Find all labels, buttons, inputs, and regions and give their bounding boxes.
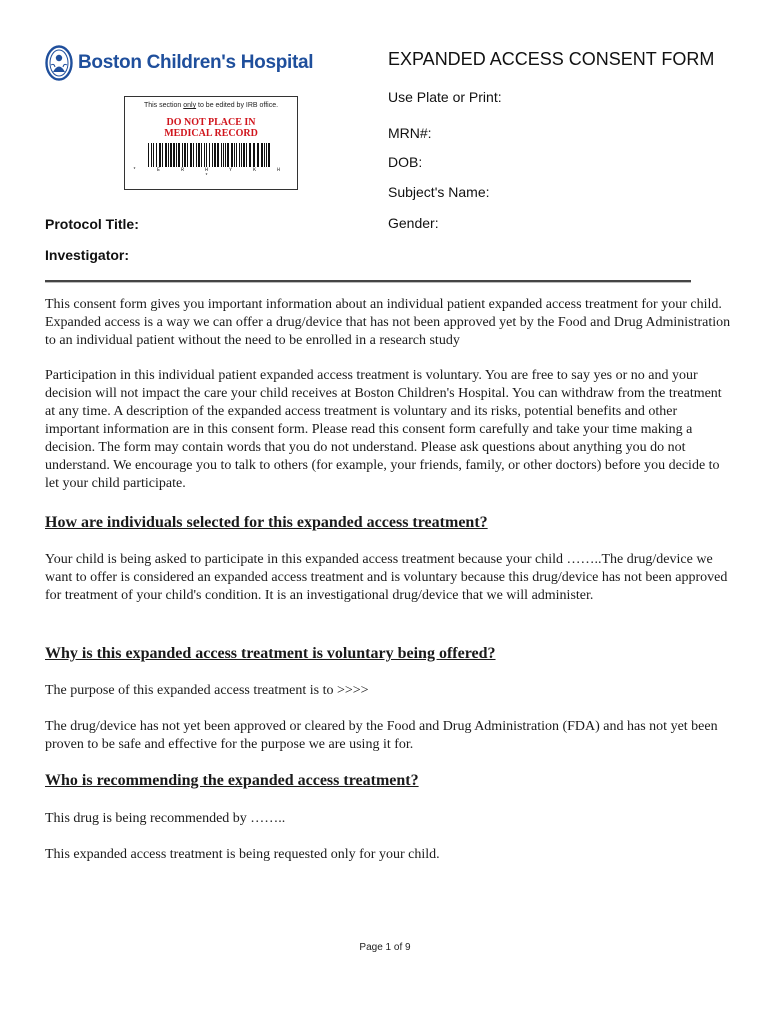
barcode-bar: [264, 143, 265, 167]
barcode: [148, 143, 274, 167]
barcode-bar: [239, 143, 240, 167]
barcode-bar: [153, 143, 154, 167]
mrn-label: MRN#:: [388, 125, 432, 141]
purpose-paragraph: The purpose of this expanded access treatment is to >>>>: [45, 683, 369, 698]
barcode-bar: [246, 143, 247, 167]
participation-paragraph: Participation in this individual patient expanded access treatment is voluntary. You are free to say yes or no and your decision will not impact the care your child receives at Boston Children's Hospital. You can withdraw from the treatment at any time. A description of the expanded access treatment is voluntary and its risks, potential benefits and other important information are in this consent form. Please read this consent form carefully and take your time making a decision. The form may contain words that you do not understand. Please ask questions about anything you do not understand. We encourage you to talk to others (for example, your friends, family, or other doctors) before you decide to let your child participate.: [45, 368, 722, 491]
dob-label: DOB:: [388, 154, 423, 170]
barcode-bar: [241, 143, 242, 167]
irb-warning: [125, 117, 297, 139]
barcode-bar: [165, 143, 167, 167]
page-number: Page 1 of 9: [359, 942, 411, 953]
irb-warning-line1: DO NOT PLACE IN: [166, 117, 256, 128]
barcode-bar: [162, 143, 163, 167]
barcode-bar: [225, 143, 226, 167]
investigator-label: Investigator:: [45, 247, 130, 263]
barcode-digits: * E R H Y K H *: [132, 167, 289, 179]
heading-who-recommends: Who is recommending the expanded access treatment?: [45, 772, 419, 789]
barcode-bar: [187, 143, 188, 167]
barcode-bar: [227, 143, 229, 167]
protocol-title-label: Protocol Title:: [45, 216, 139, 232]
irb-note: [125, 102, 297, 109]
intro-paragraph: This consent form gives you important information about an individual patient expanded access treatment for your child. Expanded access is a way we can offer a drug/device that has not been approved yet by the Food and Drug Administration to an individual patient without the need to be enrolled in a research study: [45, 297, 731, 348]
barcode-bar: [266, 143, 267, 167]
barcode-bar: [268, 143, 270, 167]
gender-label: Gender:: [388, 215, 439, 231]
irb-note-only: only: [183, 102, 197, 109]
barcode-bar: [231, 143, 233, 167]
subject-name-label: Subject's Name:: [388, 184, 490, 200]
use-plate-label: Use Plate or Print:: [388, 89, 502, 105]
fda-paragraph: The drug/device has not yet been approved or cleared by the Food and Drug Administration (FDA) and has not yet been proven to be safe and effective for the purpose we are using it for.: [45, 719, 718, 752]
barcode-bar: [223, 143, 224, 167]
logo-text: Boston Children's Hospital: [78, 52, 314, 73]
barcode-bar: [159, 143, 161, 167]
barcode-bar: [198, 143, 200, 167]
irb-label-box: [124, 96, 298, 190]
barcode-bar: [201, 143, 202, 167]
barcode-bar: [176, 143, 177, 167]
requested-paragraph: This expanded access treatment is being requested only for your child.: [45, 847, 440, 862]
selection-paragraph: Your child is being asked to participate in this expanded access treatment because your child ……..The drug/device we want to offer is considered an expanded access treatment and is voluntary because this drug/device has not been approved for treatment of your child's condition. It is an investigational drug/device that we will administer.: [45, 552, 728, 603]
barcode-bar: [184, 143, 186, 167]
form-title: EXPANDED ACCESS CONSENT FORM: [388, 49, 715, 69]
barcode-bar: [261, 143, 263, 167]
barcode-bar: [212, 143, 213, 167]
barcode-bar: [168, 143, 169, 167]
barcode-bar: [204, 143, 205, 167]
barcode-bar: [206, 143, 207, 167]
barcode-bar: [234, 143, 235, 167]
barcode-bar: [209, 143, 210, 167]
barcode-bar: [170, 143, 172, 167]
barcode-bar: [236, 143, 237, 167]
barcode-bar: [173, 143, 175, 167]
hospital-logo: [45, 45, 313, 81]
barcode-bar: [182, 143, 183, 167]
barcode-bar: [243, 143, 245, 167]
barcode-bar: [151, 143, 152, 167]
barcode-bar: [148, 143, 149, 167]
heading-selection: How are individuals selected for this expanded access treatment?: [45, 514, 488, 531]
irb-note-prefix: This section: [143, 102, 184, 109]
barcode-bar: [190, 143, 192, 167]
barcode-bar: [214, 143, 216, 167]
hospital-seal-icon: [45, 45, 73, 81]
barcode-bar: [193, 143, 194, 167]
irb-note-suffix: to be edited by IRB office.: [196, 102, 279, 109]
barcode-bar: [217, 143, 219, 167]
barcode-bar: [196, 143, 197, 167]
barcode-bar: [257, 143, 259, 167]
barcode-bar: [178, 143, 180, 167]
heading-why-offered: Why is this expanded access treatment is voluntary being offered?: [45, 645, 496, 662]
barcode-bar: [221, 143, 222, 167]
header-divider: [45, 280, 691, 283]
recommended-paragraph: This drug is being recommended by ……..: [45, 811, 286, 826]
barcode-bar: [156, 143, 157, 167]
irb-warning-line2: MEDICAL RECORD: [164, 128, 258, 139]
barcode-bar: [249, 143, 251, 167]
barcode-bar: [253, 143, 255, 167]
